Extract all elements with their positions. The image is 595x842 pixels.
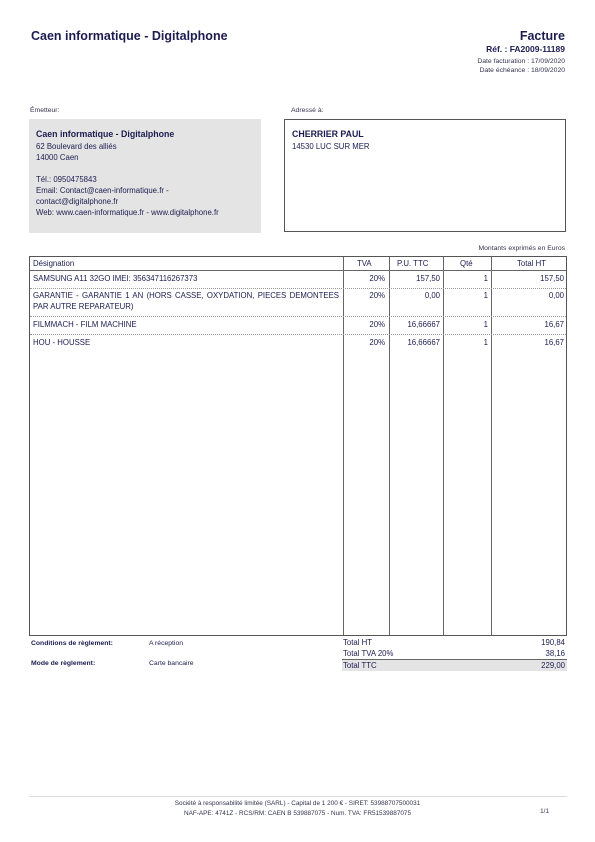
item-unit-price: 157,50 <box>416 274 440 283</box>
column-divider <box>443 257 444 635</box>
payment-conditions-value: A réception <box>149 640 184 647</box>
item-total: 16,67 <box>544 338 564 347</box>
column-divider <box>491 257 492 635</box>
item-total: 0,00 <box>548 291 564 300</box>
invoice-date: Date facturation : 17/09/2020 <box>477 58 565 65</box>
total-ht-row <box>342 637 567 648</box>
header-divider <box>30 270 566 271</box>
issuer-label: Émetteur: <box>30 107 60 114</box>
payment-conditions-label: Conditions de règlement: <box>31 640 113 647</box>
row-divider <box>30 288 566 289</box>
item-designation: GARANTIE - GARANTIE 1 AN (HORS CASSE, OXYDATION, PIECES DEMONTEES PAR AUTRE REPARATEUR) <box>33 291 339 311</box>
column-divider <box>343 257 344 635</box>
item-designation: HOU - HOUSSE <box>33 338 91 347</box>
col-header-quantity: Qté <box>460 259 473 268</box>
recipient-label: Adressé à: <box>291 107 324 114</box>
document-type: Facture <box>519 29 565 43</box>
issuer-spacer <box>36 163 261 174</box>
item-tva: 20% <box>369 338 385 347</box>
item-designation: FILMMACH - FILM MACHINE <box>33 320 137 329</box>
total-ttc-row <box>342 660 567 671</box>
item-quantity: 1 <box>483 320 488 329</box>
issuer-web: Web: www.caen-informatique.fr - www.digitalphone.fr <box>36 208 219 217</box>
row-divider <box>30 316 566 317</box>
item-quantity: 1 <box>483 291 488 300</box>
payment-mode-value: Carte bancaire <box>149 660 194 667</box>
legal-line-2: NAF-APE: 4741Z - RCS/RM: CAEN B 539887075 - Num. TVA: FR51539887075 <box>183 809 412 817</box>
item-quantity: 1 <box>483 274 488 283</box>
item-quantity: 1 <box>483 338 488 347</box>
issuer-address: 62 Boulevard des alliés <box>36 142 117 151</box>
invoice-items-table <box>29 256 567 636</box>
item-total: 16,67 <box>544 320 564 329</box>
legal-footer <box>0 799 595 818</box>
col-header-designation: Désignation <box>33 259 75 268</box>
invoice-dates <box>477 58 565 75</box>
issuer-city: 14000 Caen <box>36 153 79 162</box>
item-unit-price: 16,66667 <box>407 338 440 347</box>
row-divider <box>30 334 566 335</box>
total-ht-label: Total HT <box>343 638 373 647</box>
col-header-tva: TVA <box>357 259 372 268</box>
item-tva: 20% <box>369 291 385 300</box>
due-date: Date échéance : 18/09/2020 <box>479 66 565 74</box>
item-designation: SAMSUNG A11 32GO IMEI: 356347116267373 <box>33 274 198 283</box>
issuer-details <box>36 141 261 218</box>
issuer-email-2: contact@digitalphone.fr <box>36 197 119 206</box>
totals-block <box>342 637 567 671</box>
item-tva: 20% <box>369 320 385 329</box>
page-number: 1/1 <box>540 808 549 815</box>
col-header-unit-price: P.U. TTC <box>397 259 429 268</box>
column-divider <box>389 257 390 635</box>
item-total: 157,50 <box>540 274 564 283</box>
total-ttc-value: 229,00 <box>541 661 565 670</box>
invoice-reference: Réf. : FA2009-11189 <box>486 44 565 54</box>
issuer-phone: Tél.: 0950475843 <box>36 175 97 184</box>
recipient-address: 14530 LUC SUR MER <box>292 142 370 151</box>
recipient-name: CHERRIER PAUL <box>292 129 364 139</box>
footer-divider <box>29 796 567 797</box>
col-header-total: Total HT <box>517 259 547 268</box>
payment-mode-label: Mode de règlement: <box>31 660 96 667</box>
issuer-email: Email: Contact@caen-informatique.fr - <box>36 186 169 195</box>
total-tva-row <box>342 648 567 660</box>
item-unit-price: 16,66667 <box>407 320 440 329</box>
issuer-name: Caen informatique - Digitalphone <box>36 129 175 139</box>
total-tva-value: 38,16 <box>545 649 565 658</box>
company-title: Caen informatique - Digitalphone <box>31 29 228 43</box>
item-tva: 20% <box>369 274 385 283</box>
total-ht-value: 190,84 <box>541 638 565 647</box>
total-tva-label: Total TVA 20% <box>343 649 394 658</box>
issuer-block <box>29 119 261 233</box>
recipient-block <box>284 119 566 232</box>
total-ttc-label: Total TTC <box>343 661 377 670</box>
item-unit-price: 0,00 <box>424 291 440 300</box>
legal-line-1: Société à responsabilité limitée (SARL) - Capital de 1 200 € - SIRET: 53988707500031 <box>174 800 421 807</box>
currency-note: Montants exprimés en Euros <box>478 245 565 252</box>
